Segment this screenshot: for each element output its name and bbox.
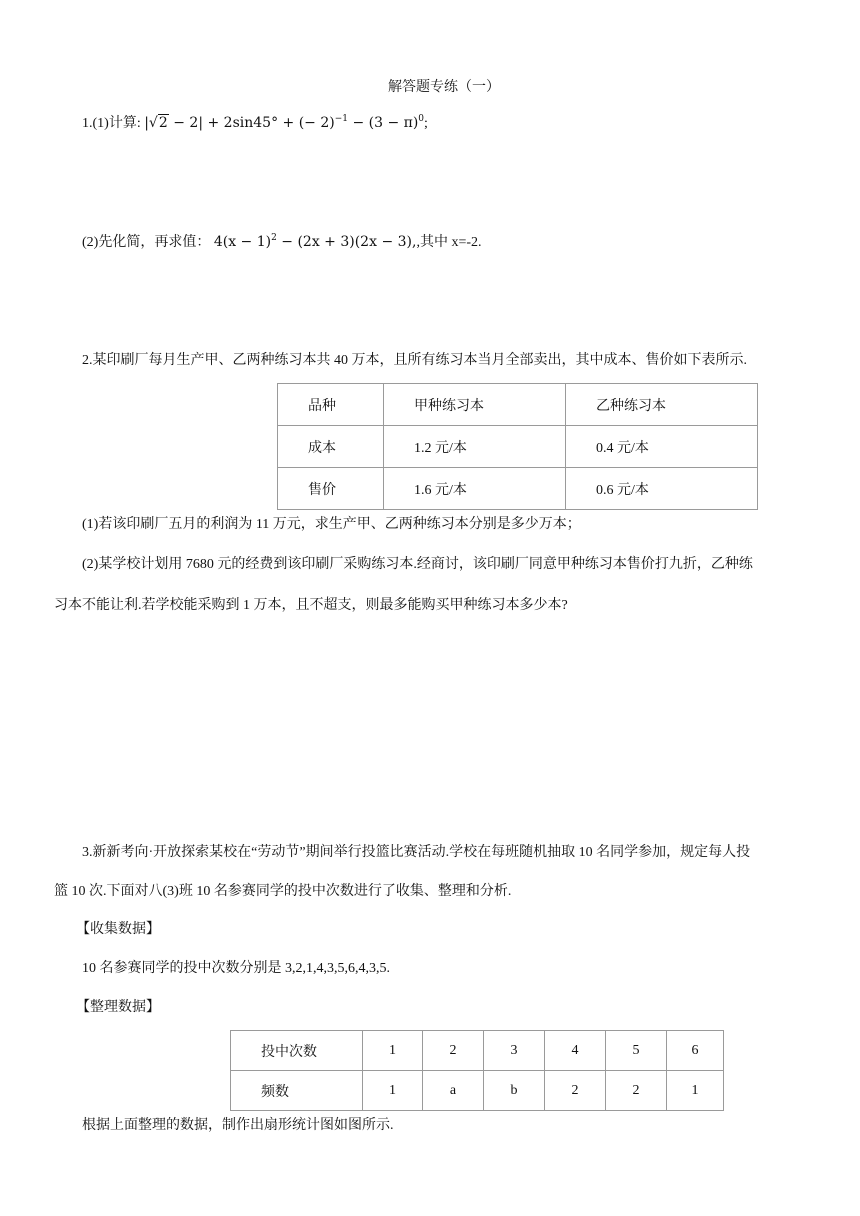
table-header-cell: 投中次数 bbox=[231, 1031, 363, 1071]
expr-exponent-neg-one: −1 bbox=[334, 114, 348, 124]
table-cell: 6 bbox=[667, 1031, 724, 1071]
table-cell: 1.6 元/本 bbox=[384, 468, 566, 510]
table-cell: 2 bbox=[545, 1071, 606, 1111]
table-row bbox=[278, 468, 758, 510]
question-2-stem: 2.某印刷厂每月生产甲、乙两种练习本共 40 万本，且所有练习本当月全部卖出，其中成本、售价如下表所示. bbox=[82, 353, 747, 368]
heading-collect-data: 【收集数据】 bbox=[76, 922, 160, 937]
expr-exponent-zero: 0 bbox=[418, 114, 425, 124]
expr-middle: − 2| + 2sin45° + (− 2) bbox=[168, 115, 335, 131]
table-cell: 5 bbox=[606, 1031, 667, 1071]
question-1-part-1 bbox=[82, 113, 428, 134]
table-row bbox=[278, 426, 758, 468]
page-title: 解答题专练（一） bbox=[388, 80, 500, 95]
table-cell: 1 bbox=[363, 1071, 423, 1111]
question-1-part-1-prefix: 1.(1)计算: bbox=[82, 116, 145, 131]
expr-terminator: ; bbox=[424, 116, 428, 131]
expr-end: − (3 − π) bbox=[348, 115, 419, 131]
expr-sqrt-radicand: 2 bbox=[158, 115, 168, 131]
question-2-sub-2-line-2: 习本不能让利.若学校能采购到 1 万本，且不超支，则最多能购买甲种练习本多少本? bbox=[54, 598, 568, 613]
question-1-part-2-suffix: ,其中 x=-2. bbox=[416, 235, 482, 250]
table-cell: a bbox=[423, 1071, 484, 1111]
table-cell: 成本 bbox=[278, 426, 384, 468]
question-2-sub-1: (1)若该印刷厂五月的利润为 11 万元，求生产甲、乙两种练习本分别是多少万本； bbox=[82, 517, 581, 532]
table-cell: 4 bbox=[545, 1031, 606, 1071]
table-header-cell: 品种 bbox=[278, 384, 384, 426]
table-row bbox=[231, 1071, 724, 1111]
question-1-part-2 bbox=[82, 232, 482, 253]
table-cell: 3 bbox=[484, 1031, 545, 1071]
table-cell: 2 bbox=[606, 1071, 667, 1111]
expr-abs-open: |√ bbox=[144, 115, 158, 131]
table-row bbox=[231, 1031, 724, 1071]
table-cell: b bbox=[484, 1071, 545, 1111]
question-3-line-1: 3.新新考向·开放探索某校在“劳动节”期间举行投篮比赛活动.学校在每班随机抽取 10 名同学参加，规定每人投 bbox=[82, 845, 751, 860]
after-table-text: 根据上面整理的数据，制作出扇形统计图如图所示. bbox=[82, 1118, 394, 1133]
expr-product-term: − (2x + 3)(2x − 3), bbox=[276, 234, 417, 250]
table-row bbox=[278, 384, 758, 426]
question-3-line-2: 篮 10 次.下面对八(3)班 10 名参赛同学的投中次数进行了收集、整理和分析. bbox=[54, 884, 512, 899]
question-1-expression bbox=[144, 115, 424, 131]
heading-organize-data: 【整理数据】 bbox=[76, 1000, 160, 1015]
table-cell: 1 bbox=[363, 1031, 423, 1071]
table-cell: 售价 bbox=[278, 468, 384, 510]
table-cell: 0.4 元/本 bbox=[566, 426, 758, 468]
table-cell: 0.6 元/本 bbox=[566, 468, 758, 510]
table-cell: 1 bbox=[667, 1071, 724, 1111]
question-1-part-2-expression bbox=[214, 234, 417, 250]
question-2-sub-2-line-1: (2)某学校计划用 7680 元的经费到该印刷厂采购练习本.经商讨，该印刷厂同意甲种练习本售价打九折，乙种练 bbox=[82, 557, 753, 572]
expr-exponent-two: 2 bbox=[271, 233, 277, 243]
question-1-part-2-prefix: (2)先化简，再求值： bbox=[82, 235, 214, 250]
table-cell: 1.2 元/本 bbox=[384, 426, 566, 468]
table-cell: 2 bbox=[423, 1031, 484, 1071]
table-header-cell: 频数 bbox=[231, 1071, 363, 1111]
expr-square-term: 4(x − 1) bbox=[213, 234, 272, 250]
collected-data-line: 10 名参赛同学的投中次数分别是 3,2,1,4,3,5,6,4,3,5. bbox=[82, 961, 390, 976]
table-header-cell: 乙种练习本 bbox=[566, 384, 758, 426]
frequency-table bbox=[230, 1030, 724, 1111]
table-header-cell: 甲种练习本 bbox=[384, 384, 566, 426]
price-table bbox=[277, 383, 758, 510]
